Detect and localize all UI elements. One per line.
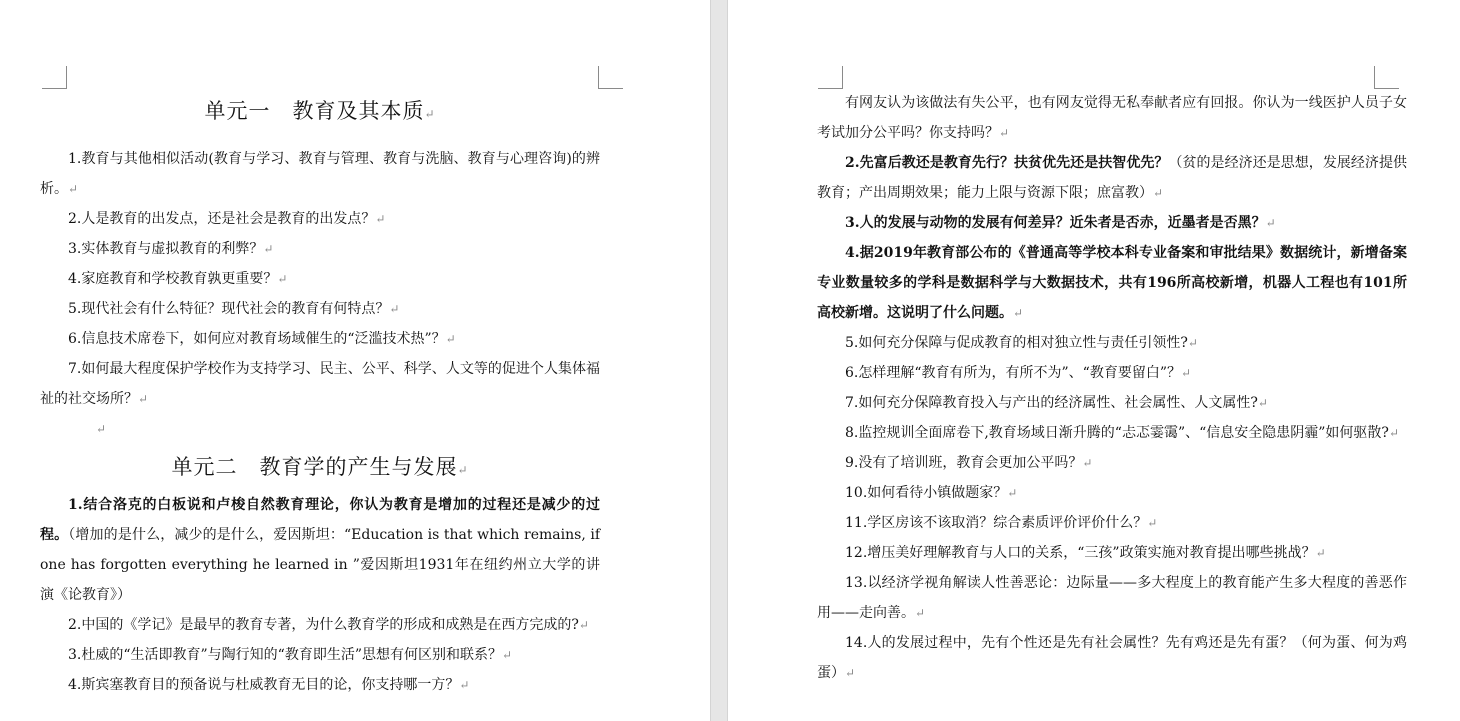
page-text-area[interactable]	[817, 88, 1407, 688]
list-item: 6.信息技术席卷下，如何应对教育场域催生的“泛滥技术热”？↵	[68, 331, 456, 347]
margin-corner-mark	[1374, 66, 1399, 89]
list-item: 4.家庭教育和学校教育孰更重要？↵	[68, 271, 288, 287]
paragraph-mark: ↵	[457, 463, 469, 477]
list-item: 4.据2019年教育部公布的《普通高等学校本科专业备案和审批结果》数据统计，新增备案专业数量较多的学科是数据科学与大数据技术，共有196所高校新增，机器人工程也有101所高校新增。这说明了什么问题。↵	[817, 245, 1407, 321]
list-item: 10.如何看待小镇做题家？↵	[845, 485, 1018, 501]
paragraph: 有网友认为该做法有失公平，也有网友觉得无私奉献者应有回报。你认为一线医护人员子女考试加分公平吗？你支持吗？↵	[817, 95, 1407, 141]
list-item: 13.以经济学视角解读人性善恶论：边际量——多大程度上的教育能产生多大程度的善恶作用——走向善。↵	[817, 575, 1407, 621]
list-item: 1.教育与其他相似活动(教育与学习、教育与管理、教育与洗脑、教育与心理咨询)的辨析。↵	[40, 151, 600, 197]
list-item: 1.结合洛克的白板说和卢梭自然教育理论，你认为教育是增加的过程还是减少的过程。（增加的是什么，减少的是什么，爱因斯坦：“Education is that which remains, if one has forgotten everything he learned in ”爱因斯坦1931年在纽约州立大学的讲演《论教育》）	[40, 497, 601, 603]
list-item: 6.怎样理解“教育有所为，有所不为”、“教育要留白”？↵	[845, 365, 1192, 381]
page-gutter	[710, 0, 728, 721]
list-item: 4.斯宾塞教育目的预备说与杜威教育无目的论，你支持哪一方？↵	[68, 677, 470, 693]
list-item: 2.人是教育的出发点，还是社会是教育的出发点？↵	[68, 211, 386, 227]
list-item: 8.监控规训全面席卷下,教育场域日渐升腾的“忐忑霎霭”、“信息安全隐患阴霾”如何驱散?↵	[845, 425, 1400, 441]
unit2-heading	[40, 444, 600, 490]
list-item: 3.实体教育与虚拟教育的利弊？↵	[68, 241, 274, 257]
list-item: 9.没有了培训班，教育会更加公平吗？↵	[845, 455, 1093, 471]
empty-paragraph: ↵	[96, 422, 107, 436]
list-item: 2.先富后教还是教育先行？扶贫优先还是扶智优先？（贫的是经济还是思想，发展经济提供教育；产出周期效果；能力上限与资源下限；庶富教）↵	[817, 155, 1408, 201]
list-item: 14.人的发展过程中，先有个性还是先有社会属性？先有鸡还是先有蛋？（何为蛋、何为鸡蛋）↵	[817, 635, 1407, 681]
heading-text: 单元一 教育及其本质	[204, 99, 425, 123]
paragraph-mark: ↵	[424, 107, 436, 121]
heading-text: 单元二 教育学的产生与发展	[171, 455, 458, 479]
margin-corner-mark	[818, 66, 843, 89]
list-item: 3.杜威的“生活即教育”与陶行知的“教育即生活”思想有何区别和联系？↵	[68, 647, 513, 663]
document-page-right[interactable]	[728, 0, 1460, 721]
list-item: 2.中国的《学记》是最早的教育专著，为什么教育学的形成和成熟是在西方完成的?↵	[68, 617, 589, 633]
list-item: 5.现代社会有什么特征？现代社会的教育有何特点？↵	[68, 301, 400, 317]
list-item: 5.如何充分保障与促成教育的相对独立性与责任引领性?↵	[845, 335, 1198, 351]
list-item: 12.增压美好理解教育与人口的关系，“三孩”政策实施对教育提出哪些挑战？↵	[845, 545, 1326, 561]
margin-corner-mark	[598, 66, 623, 89]
list-item: 7.如何最大程度保护学校作为支持学习、民主、公平、科学、人文等的促进个人集体福祉的社交场所？↵	[40, 361, 600, 407]
list-item: 3.人的发展与动物的发展有何差异？近朱者是否赤，近墨者是否黑？↵	[845, 215, 1276, 231]
unit1-heading	[40, 88, 600, 134]
document-page-left[interactable]	[0, 0, 710, 721]
margin-corner-mark	[42, 66, 67, 89]
list-item: 11.学区房该不该取消？综合素质评价评价什么？↵	[845, 515, 1158, 531]
page-text-area[interactable]	[40, 88, 600, 700]
list-item: 7.如何充分保障教育投入与产出的经济属性、社会属性、人文属性?↵	[845, 395, 1268, 411]
